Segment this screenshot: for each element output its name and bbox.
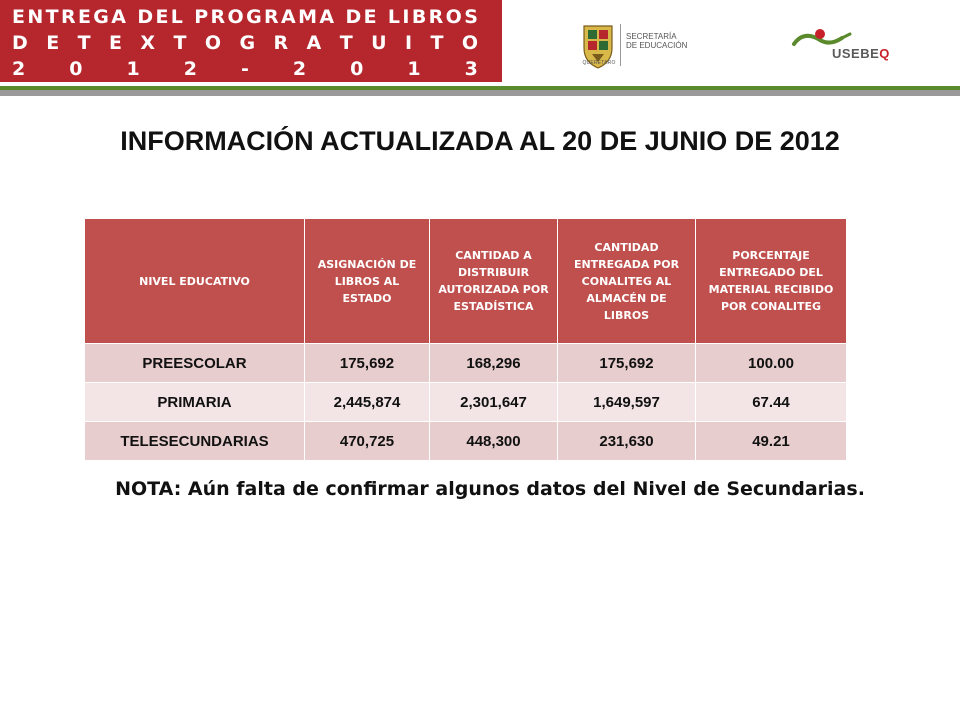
banner-char: 2 — [12, 58, 26, 80]
secretaria-logo-text — [626, 32, 696, 50]
title-banner — [0, 0, 502, 82]
cell-asignacion: 2,445,874 — [305, 383, 430, 422]
usebeq-logo-text — [832, 46, 890, 61]
banner-char: R — [60, 6, 76, 28]
secretaria-line-1: SECRETARÍA — [626, 32, 677, 41]
cell-porcentaje: 100.00 — [696, 344, 847, 383]
table-row — [85, 383, 847, 422]
banner-char: O — [204, 32, 222, 54]
cell-asignacion: 470,725 — [305, 422, 430, 461]
banner-char: O — [445, 6, 462, 28]
banner-char: 2 — [183, 58, 197, 80]
banner-char — [185, 6, 192, 28]
banner-char: T — [173, 32, 187, 54]
banner-char: E — [12, 6, 25, 28]
banner-char: P — [194, 6, 209, 28]
table-row — [85, 344, 847, 383]
banner-char: A — [319, 6, 335, 28]
banner-char: R — [428, 6, 444, 28]
banner-char: B — [411, 6, 427, 28]
cell-entregada: 1,649,597 — [558, 383, 696, 422]
banner-char: A — [281, 6, 296, 28]
cell-asignacion: 175,692 — [305, 344, 430, 383]
banner-char: I — [404, 32, 413, 54]
logo-divider — [620, 24, 621, 66]
banner-char: 1 — [126, 58, 140, 80]
banner-char: X — [140, 32, 156, 54]
banner-char: E — [109, 32, 122, 54]
secretaria-line-2: DE EDUCACIÓN — [626, 41, 688, 50]
banner-char: R — [273, 32, 289, 54]
banner-char: R — [210, 6, 226, 28]
banner-char: E — [77, 6, 91, 28]
banner-char: G — [93, 6, 109, 28]
seal-caption: QUERÉTARO — [582, 60, 616, 66]
banner-char: R — [264, 6, 279, 28]
banner-char: T — [339, 32, 353, 54]
header-stripe-grey — [0, 90, 960, 96]
banner-char — [379, 6, 386, 28]
cell-entregada: 231,630 — [558, 422, 696, 461]
banner-char: E — [46, 32, 60, 54]
banner-char: 2 — [292, 58, 307, 80]
banner-char: 1 — [407, 58, 421, 80]
banner-char: D — [137, 6, 154, 28]
banner-char: D — [345, 6, 362, 28]
banner-char: A — [306, 32, 322, 54]
banner-char — [336, 6, 343, 28]
banner-char: 3 — [464, 58, 478, 80]
usebeq-main: USEBE — [832, 46, 880, 61]
banner-char: A — [111, 6, 126, 28]
banner-char: O — [461, 32, 478, 54]
banner-char: 0 — [69, 58, 83, 80]
banner-char: T — [77, 32, 91, 54]
banner-char: L — [387, 6, 401, 28]
banner-line-2 — [12, 32, 478, 54]
cell-nivel: TELESECUNDARIAS — [85, 422, 305, 461]
header-nivel-educativo: NIVEL EDUCATIVO — [85, 219, 305, 344]
banner-char: - — [241, 58, 249, 80]
banner-char: D — [12, 32, 28, 54]
banner-char: U — [371, 32, 387, 54]
banner-line-1 — [12, 6, 478, 28]
banner-char: O — [227, 6, 244, 28]
table-row — [85, 422, 847, 461]
banner-line-3 — [12, 58, 478, 80]
note-label: NOTA — [115, 478, 174, 500]
table-header-row — [85, 219, 847, 344]
banner-char: E — [363, 6, 377, 28]
banner-char: G — [239, 32, 256, 54]
banner-char: I — [402, 6, 410, 28]
banner-char: S — [464, 6, 478, 28]
delivery-table — [84, 218, 847, 461]
cell-nivel: PREESCOLAR — [85, 344, 305, 383]
cell-porcentaje: 49.21 — [696, 422, 847, 461]
header-asignacion: ASIGNACIÓN DE LIBROS AL ESTADO — [305, 219, 430, 344]
banner-char: N — [27, 6, 44, 28]
banner-char: G — [246, 6, 262, 28]
footnote — [0, 478, 960, 500]
banner-char: T — [430, 32, 444, 54]
cell-distribuir: 168,296 — [430, 344, 558, 383]
cell-porcentaje: 67.44 — [696, 383, 847, 422]
cell-entregada: 175,692 — [558, 344, 696, 383]
header-cantidad-distribuir: CANTIDAD A DISTRIBUIR AUTORIZADA POR ESTADÍSTICA — [430, 219, 558, 344]
cell-distribuir: 448,300 — [430, 422, 558, 461]
banner-char — [128, 6, 135, 28]
banner-char: L — [170, 6, 183, 28]
cell-nivel: PRIMARIA — [85, 383, 305, 422]
header-cantidad-entregada: CANTIDAD ENTREGADA POR CONALITEG AL ALMACÉN DE LIBROS — [558, 219, 696, 344]
note-text: : Aún falta de confirmar algunos datos del Nivel de Secundarias. — [173, 478, 865, 500]
cell-distribuir: 2,301,647 — [430, 383, 558, 422]
banner-char: 0 — [350, 58, 364, 80]
usebeq-q: Q — [879, 46, 890, 61]
banner-char: E — [155, 6, 169, 28]
page-title: INFORMACIÓN ACTUALIZADA AL 20 DE JUNIO DE 2012 — [120, 126, 840, 156]
banner-char: T — [45, 6, 59, 28]
banner-char: M — [298, 6, 318, 28]
header-porcentaje: PORCENTAJE ENTREGADO DEL MATERIAL RECIBIDO POR CONALITEG — [696, 219, 847, 344]
